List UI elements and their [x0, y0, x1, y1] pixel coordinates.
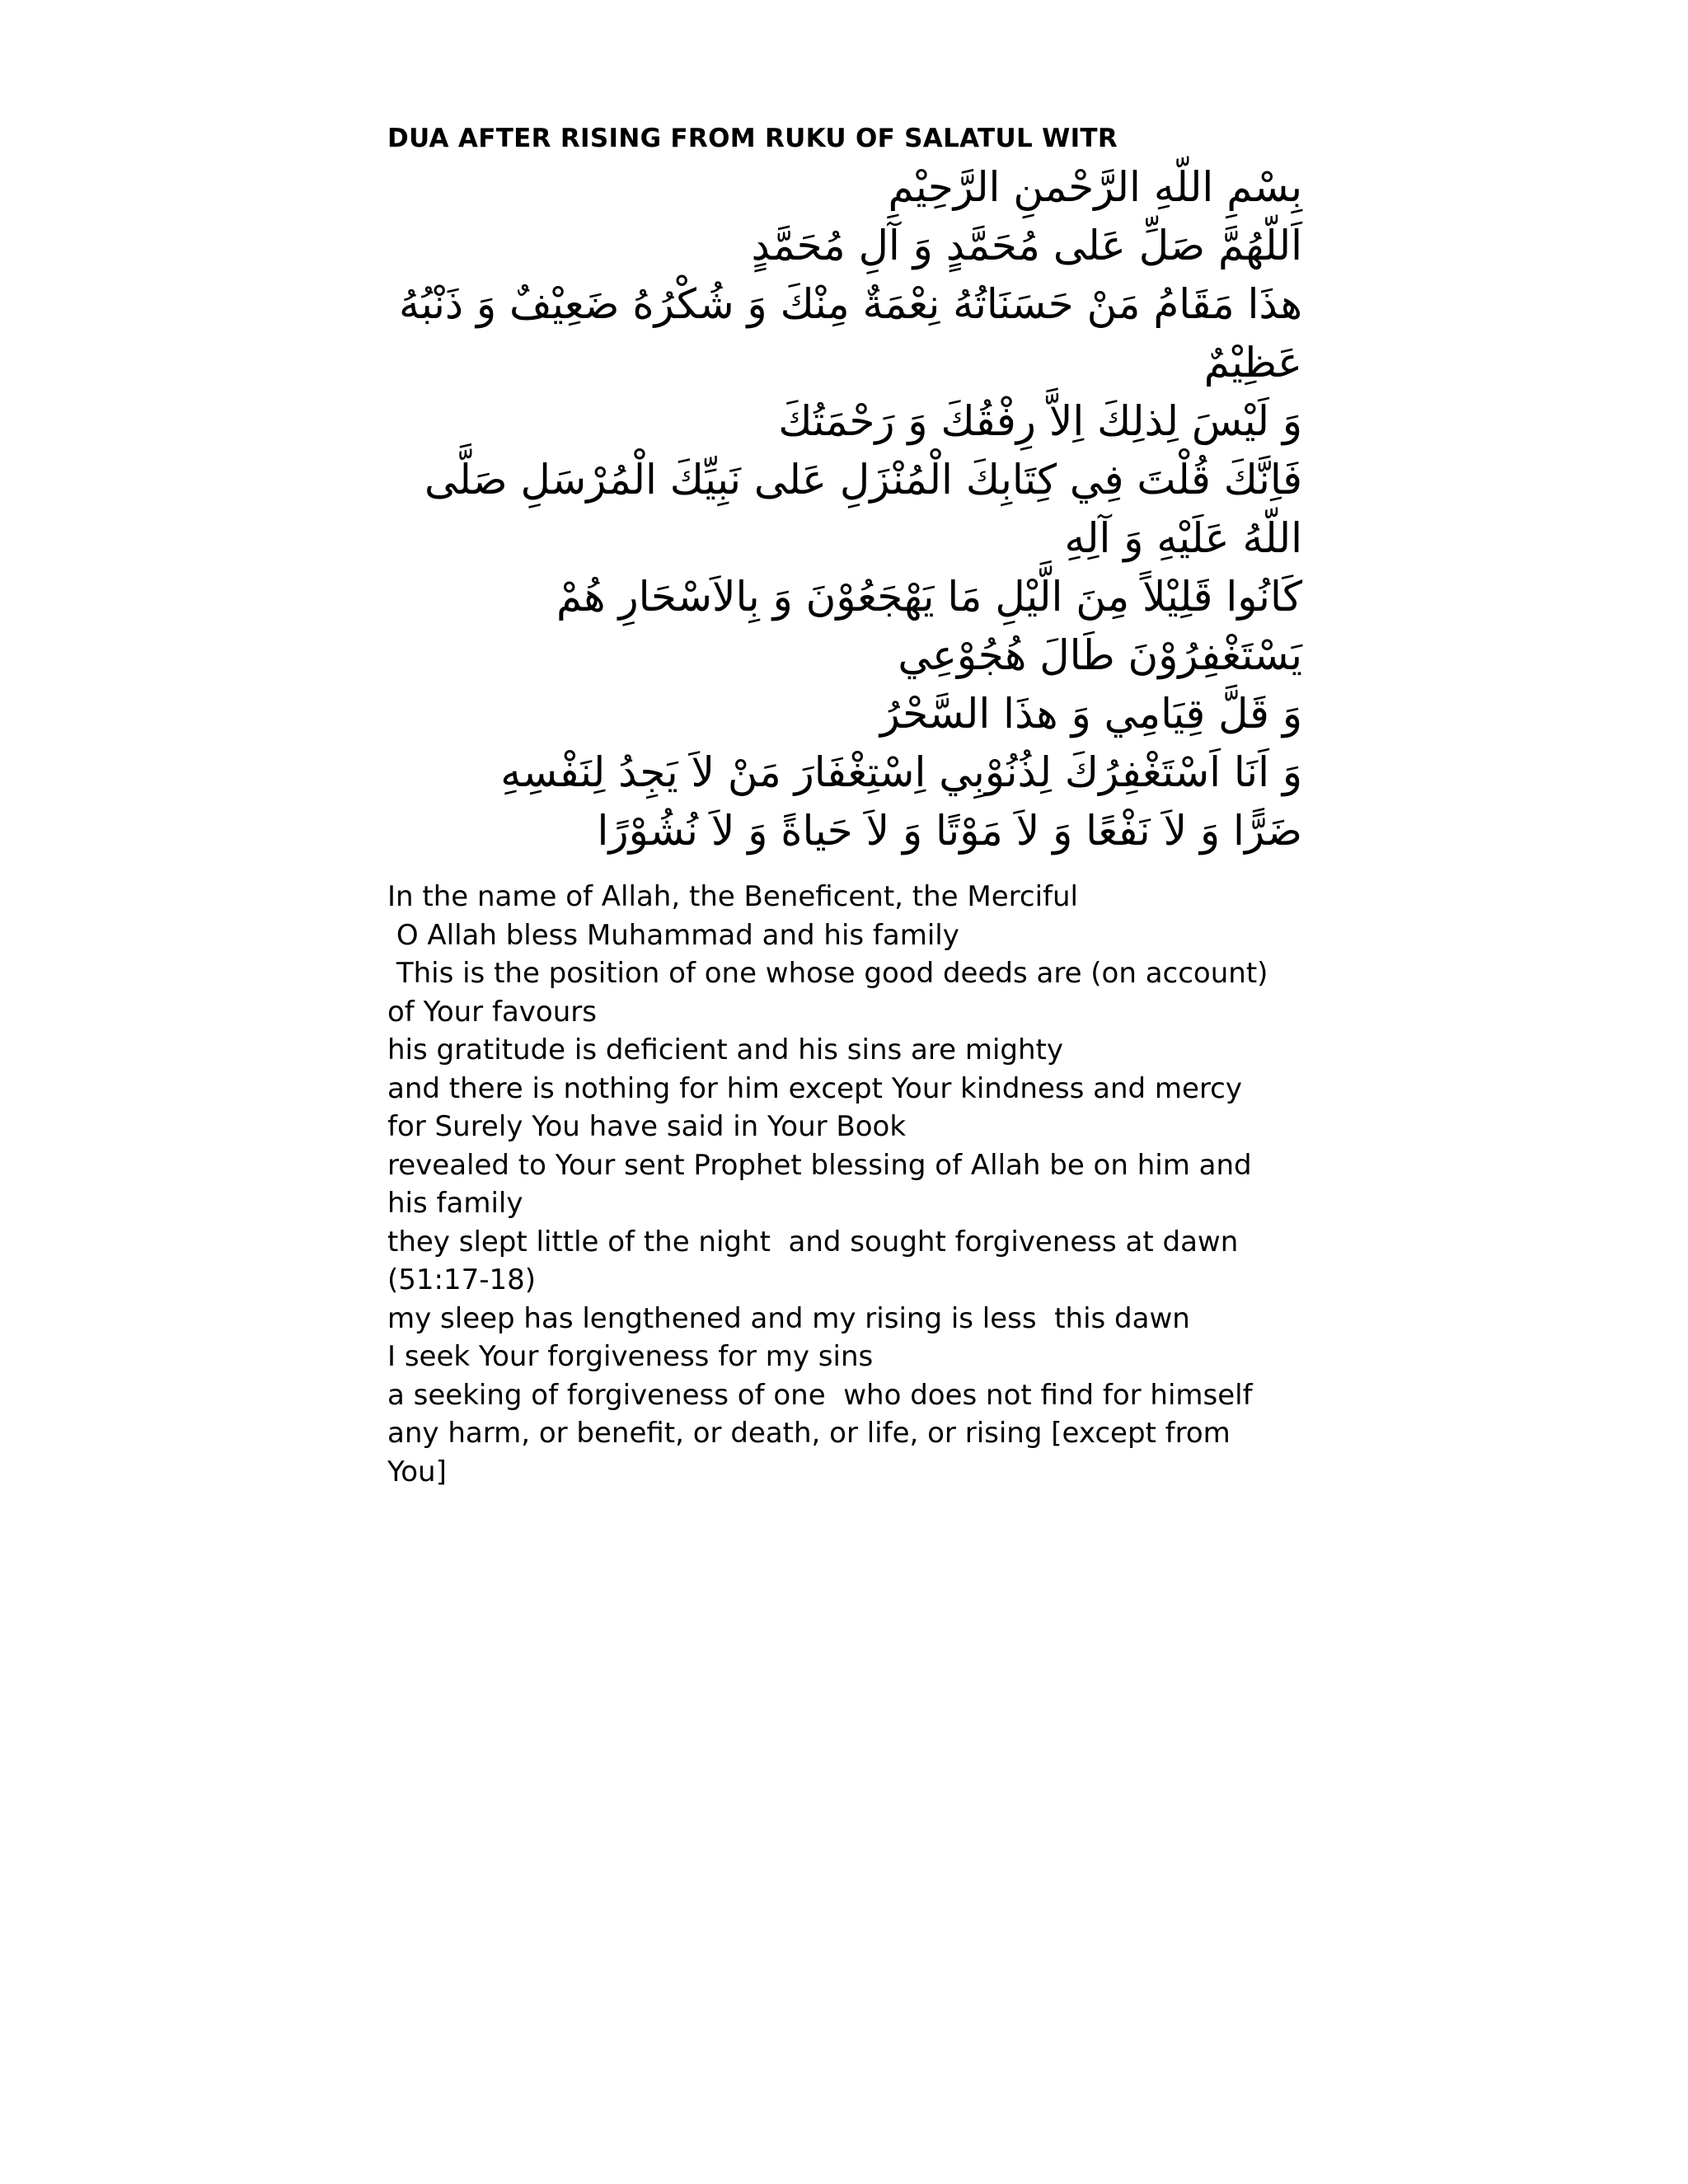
arabic-line: وَ قَلَّ قِيَامِي وَ هذَا السَّحْرُ	[879, 690, 1302, 738]
translation-line: his gratitude is deficient and his sins are mighty	[387, 1033, 1063, 1066]
arabic-line: كَانُوا قَلِيْلاً مِنَ الَّيْلِ مَا يَهْجَعُوْنَ وَ بِالاَسْحَارِ هُمْ يَسْتَغْفِرُوْنَ طَالَ هُجُوْعِي	[556, 573, 1302, 679]
translation-line: they slept little of the night and sought forgiveness at dawn (51:17-18)	[387, 1225, 1248, 1296]
translation-line: for Surely You have said in Your Book	[387, 1110, 907, 1143]
translation-line: any harm, or benefit, or death, or life, or rising [except from You]	[387, 1417, 1240, 1488]
arabic-line: ضَرًّا وَ لاَ نَفْعًا وَ لاَ مَوْتًا وَ لاَ حَياةً وَ لاَ نُشُوْرًا	[597, 807, 1302, 855]
translation-line: O Allah bless Muhammad and his family	[387, 918, 959, 952]
document-title: DUA AFTER RISING FROM RUKU OF SALATUL WITR	[387, 124, 1118, 153]
arabic-dua-text	[387, 158, 1302, 860]
translation-line: I seek Your forgiveness for my sins	[387, 1340, 874, 1373]
arabic-line: هذَا مَقَامُ مَنْ حَسَنَاتُهُ نِعْمَةٌ مِنْكَ وَ شُكْرُهُ ضَعِيْفٌ وَ ذَنْبُهُ عَظِيْمٌ	[399, 280, 1302, 387]
arabic-line: اَللّهُمَّ صَلِّ عَلى مُحَمَّدٍ وَ آلِ مُحَمَّدٍ	[751, 222, 1302, 269]
arabic-line: وَ اَنَا اَسْتَغْفِرُكَ لِذُنُوْبِي اِسْتِغْفَارَ مَنْ لاَ يَجِدُ لِنَفْسِهِ	[500, 748, 1302, 796]
translation-line: This is the position of one whose good deeds are (on account) of Your favours	[387, 957, 1278, 1029]
translation-line: and there is nothing for him except Your kindness and mercy	[387, 1071, 1242, 1105]
translation-line: a seeking of forgiveness of one who does not find for himself	[387, 1378, 1253, 1412]
translation-line: revealed to Your sent Prophet blessing of Allah be on him and his family	[387, 1148, 1261, 1220]
arabic-line: وَ لَيْسَ لِذلِكَ اِلاَّ رِفْقُكَ وَ رَحْمَتُكَ	[778, 397, 1302, 445]
arabic-line: فَاِنَّكَ قُلْتَ فِي كِتَابِكَ الْمُنْزَلِ عَلى نَبِيِّكَ الْمُرْسَلِ صَلَّى اللّهُ عَلَيْهِ وَ آلِهِ	[424, 456, 1302, 562]
translation-line: my sleep has lengthened and my rising is less this dawn	[387, 1301, 1190, 1335]
arabic-line: بِسْمِ اللّهِ الرَّحْمنِ الرَّحِيْمِ	[888, 163, 1302, 211]
translation-line: In the name of Allah, the Beneficent, the Merciful	[387, 880, 1078, 913]
english-translation	[387, 878, 1294, 1491]
